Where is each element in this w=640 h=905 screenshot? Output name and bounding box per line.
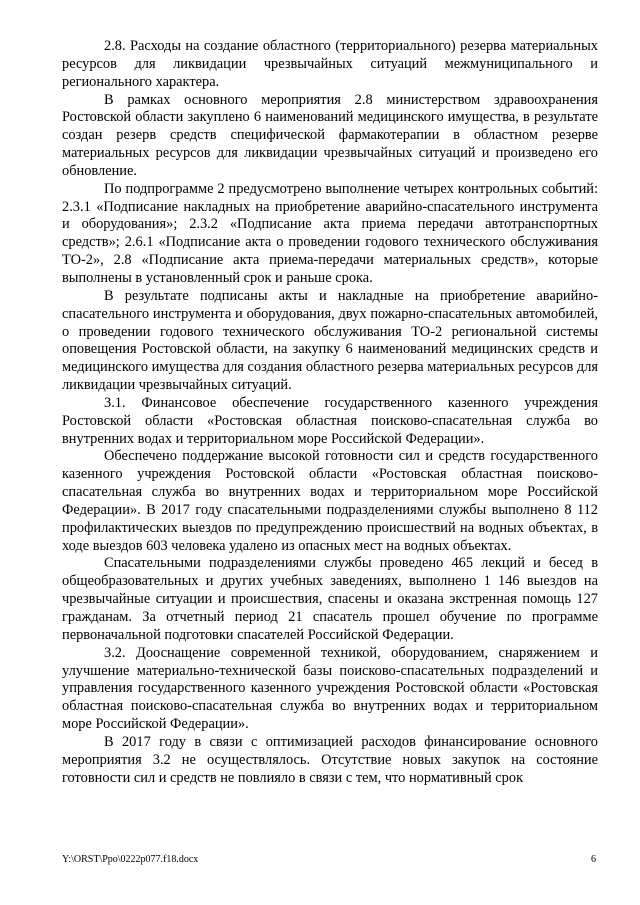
footer-file-path: Y:\ORST\Ppo\0222p077.f18.docx xyxy=(62,854,199,865)
paragraph-lectures: Спасательными подразделениями службы проведено 465 лекций и бесед в общеобразовательных и других учебных заведениях, выполнено 1 146 выездов на чрезвычайные ситуации и происшествия, спасены и оказана экстренная помощь 127 гражданам. За отчетный период 21 спасатель прошел обучение по программе первоначальной подготовки спасателей Российской Федерации. xyxy=(62,555,598,643)
page-number: 6 xyxy=(591,854,596,865)
paragraph-2017-optimization: В 2017 году в связи с оптимизацией расходов финансирование основного мероприятия 3.2 не осуществлялось. Отсутствие новых закупок на состояние готовности сил и средств не повлияло в связи с тем, что нормативный срок xyxy=(62,733,598,786)
paragraph-control-events: По подпрограмме 2 предусмотрено выполнение четырех контрольных событий: 2.3.1 «Подписание накладных на приобретение аварийно-спасательного инструмента и оборудования»; 2.3.2 «Подписание акта приема передачи автотранспортных средств»; 2.6.1 «Подписание акта о проведении годового технического обслуживания ТО-2», 2.8 «Подписание акта приема-передачи материальных средств», которые выполнены в установленный срок и раньше срока. xyxy=(62,180,598,286)
paragraph-results: В результате подписаны акты и накладные на приобретение аварийно-спасательного инструмента и оборудования, двух пожарно-спасательных автомобилей, о проведении годового технического обслуживания ТО-2 региональной системы оповещения Ростовской области, на закупку 6 наименований медицинских средств и медицинского имущества для создания областного резерва материальных ресурсов для ликвидации чрезвычайных ситуаций. xyxy=(62,287,598,394)
paragraph-readiness: Обеспечено поддержание высокой готовности сил и средств государственного казенного учреждения Ростовской области «Ростовская областная поисково-спасательная служба во внутренних водах и территориальном море Российской Федерации». В 2017 году спасательными подразделениями службы выполнено 8 112 профилактических выездов по предупреждению происшествий на водных объектах, в ходе выездов 603 человека удалено из опасных мест на водных объектах. xyxy=(62,448,598,554)
paragraph-health-ministry: В рамках основного мероприятия 2.8 министерством здравоохранения Ростовской области закуплено 6 наименований медицинского имущества, в результате создан резерв средств специфической фармакотерапии в областном резерве материальных ресурсов для ликвидации чрезвычайных ситуаций и произведено его обновление. xyxy=(62,91,598,179)
page-footer xyxy=(62,853,598,867)
paragraph-2-8-heading: 2.8. Расходы на создание областного (территориального) резерва материальных ресурсов для ликвидации чрезвычайных ситуаций межмуниципального и регионального характера. xyxy=(62,38,598,90)
paragraph-3-2-heading: 3.2. Дооснащение современной техникой, оборудованием, снаряжением и улучшение материально-технической базы поисково-спасательных подразделений и управления государственного казенного учреждения Ростовской области «Ростовская областная поисково-спасательная служба во внутренних водах и территориальном море Российской Федерации». xyxy=(62,644,598,733)
document-body xyxy=(62,38,598,787)
paragraph-3-1-heading: 3.1. Финансовое обеспечение государственного казенного учреждения Ростовской области «Ростовская областная поисково-спасательная служба во внутренних водах и территориальном море Российской Федерации». xyxy=(62,394,598,447)
